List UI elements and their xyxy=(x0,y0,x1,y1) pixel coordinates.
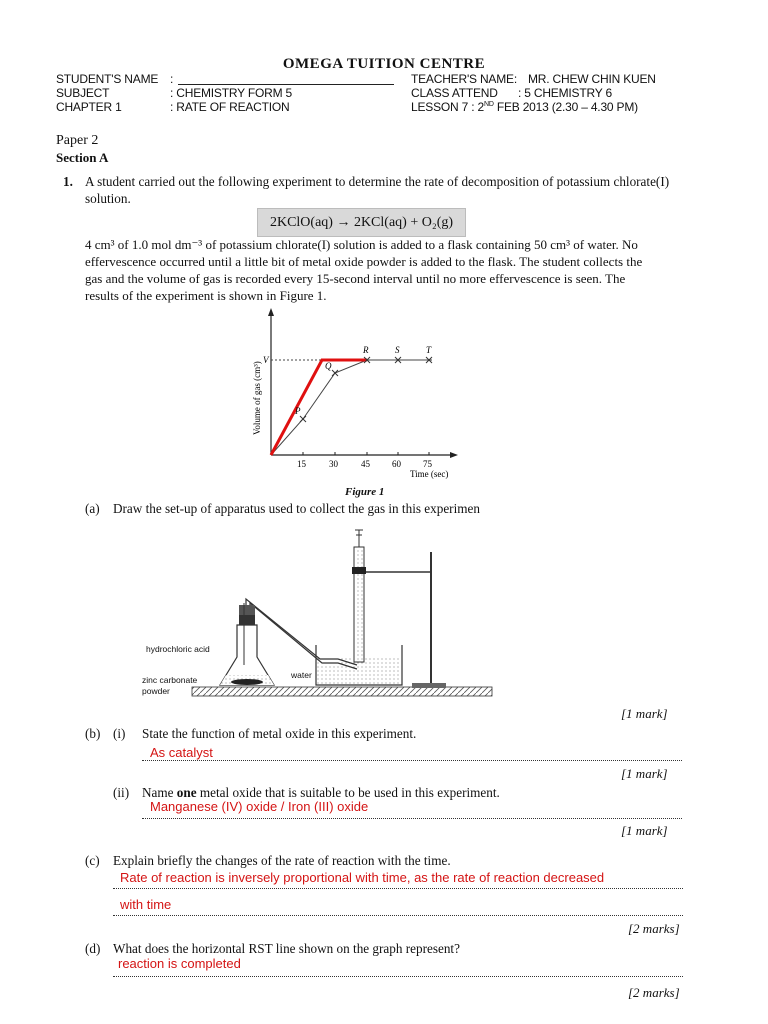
teacher-name-value: MR. CHEW CHIN KUEN xyxy=(528,72,656,86)
y-axis-label: Volume of gas (cm³) xyxy=(252,361,262,435)
point-label-s: S xyxy=(395,345,400,355)
subject-label: SUBJECT xyxy=(56,86,110,100)
question-body-4: results of the experiment is shown in Figure 1. xyxy=(85,288,327,303)
part-d-question: What does the horizontal RST line shown on the graph represent? xyxy=(113,941,460,956)
zinc-carbonate-powder xyxy=(231,679,263,685)
part-b-i-answer: As catalyst xyxy=(150,745,213,760)
retort-stand-base xyxy=(412,683,446,688)
part-c-question: Explain briefly the changes of the rate of reaction with the time. xyxy=(113,853,451,868)
answer-line xyxy=(142,760,682,761)
part-a-label: (a) xyxy=(85,501,100,516)
x-axis-label: Time (sec) xyxy=(410,469,449,479)
burette-clamp xyxy=(352,567,366,574)
part-c-marks: [2 marks] xyxy=(628,921,680,936)
part-b-i-marks: [1 mark] xyxy=(621,766,668,781)
question-number: 1. xyxy=(63,174,73,189)
subject-value: : CHEMISTRY FORM 5 xyxy=(170,86,292,100)
answer-line xyxy=(142,818,682,819)
tick-label-30: 30 xyxy=(329,459,338,469)
part-c-answer-1: Rate of reaction is inversely proportional with time, as the rate of reaction decreased xyxy=(120,870,605,885)
part-b-i-label: (i) xyxy=(113,726,126,741)
paper-label: Paper 2 xyxy=(56,133,99,148)
bench xyxy=(192,687,492,696)
part-a-marks: [1 mark] xyxy=(621,706,668,721)
teacher-name-label: TEACHER'S NAME: xyxy=(411,72,517,86)
point-label-r: R xyxy=(363,345,369,355)
chapter-label: CHAPTER 1 xyxy=(56,100,122,114)
part-d-answer: reaction is completed xyxy=(118,956,241,971)
label-water: water xyxy=(291,670,312,680)
burette-tap xyxy=(355,530,363,547)
y-axis-arrow xyxy=(268,308,274,316)
point-label-q: Q xyxy=(325,361,332,371)
red-drawn-curve xyxy=(271,360,367,455)
student-name-line xyxy=(178,84,394,85)
stopper xyxy=(239,615,255,625)
class-attend-value: : 5 CHEMISTRY 6 xyxy=(518,86,612,100)
label-zinc-carbonate: zinc carbonate xyxy=(142,675,198,685)
part-b-i-question: State the function of metal oxide in this experiment. xyxy=(142,726,417,741)
question-body-1: 4 cm³ of 1.0 mol dm⁻³ of potassium chlorate(I) solution is added to a flask containing 50 cm³ of water. No xyxy=(85,237,638,252)
part-b-ii-question: Name one metal oxide that is suitable to be used in this experiment. xyxy=(142,785,500,800)
part-a-question: Draw the set-up of apparatus used to collect the gas in this experimen xyxy=(113,501,480,516)
part-b-label: (b) xyxy=(85,726,101,741)
label-powder: powder xyxy=(142,686,170,696)
answer-line xyxy=(113,976,683,977)
answer-line xyxy=(113,915,683,916)
class-attend-label: CLASS ATTEND xyxy=(411,86,498,100)
label-hydrochloric-acid: hydrochloric acid xyxy=(146,644,210,654)
part-b-ii-label: (ii) xyxy=(113,785,130,800)
part-b-ii-marks: [1 mark] xyxy=(621,823,668,838)
answer-line xyxy=(113,888,683,889)
lesson-info: LESSON 7 : 2ND FEB 2013 (2.30 – 4.30 PM) xyxy=(411,100,638,114)
x-axis-arrow xyxy=(450,452,458,458)
centre-title: OMEGA TUITION CENTRE xyxy=(282,56,486,72)
part-c-answer-2: with time xyxy=(120,897,172,912)
question-intro-2: solution. xyxy=(85,191,131,206)
question-intro-1: A student carried out the following experiment to determine the rate of decomposition of potassium chlorate(I) xyxy=(85,174,670,189)
question-body-3: gas and the volume of gas is recorded every 15-second interval until no more effervescence is seen. The xyxy=(85,271,626,286)
section-label: Section A xyxy=(56,150,109,165)
figure-caption: Figure 1 xyxy=(345,486,385,498)
chapter-value: : RATE OF REACTION xyxy=(170,100,290,114)
point-label-t: T xyxy=(426,345,432,355)
inverted-burette xyxy=(354,547,364,662)
tick-label-15: 15 xyxy=(297,459,306,469)
point-label-p: P xyxy=(295,406,301,416)
tick-label-60: 60 xyxy=(392,459,401,469)
part-c-label: (c) xyxy=(85,853,100,868)
part-d-marks: [2 marks] xyxy=(628,985,680,1000)
figure-1-graph xyxy=(240,305,470,495)
reaction-equation: 2KClO(aq) → 2KCl(aq) + O₂(g) xyxy=(257,208,466,237)
v-label: V xyxy=(263,355,269,365)
part-b-ii-answer: Manganese (IV) oxide / Iron (III) oxide xyxy=(150,799,369,814)
student-name-colon: : xyxy=(170,72,174,86)
tick-label-45: 45 xyxy=(361,459,370,469)
part-d-label: (d) xyxy=(85,941,101,956)
student-name-label: STUDENT'S NAME xyxy=(56,72,159,86)
question-body-2: effervescence occurred until a little bit of metal oxide powder is added to the flask. The student collects the xyxy=(85,254,643,269)
tick-label-75: 75 xyxy=(423,459,432,469)
delivery-tube xyxy=(246,599,357,665)
